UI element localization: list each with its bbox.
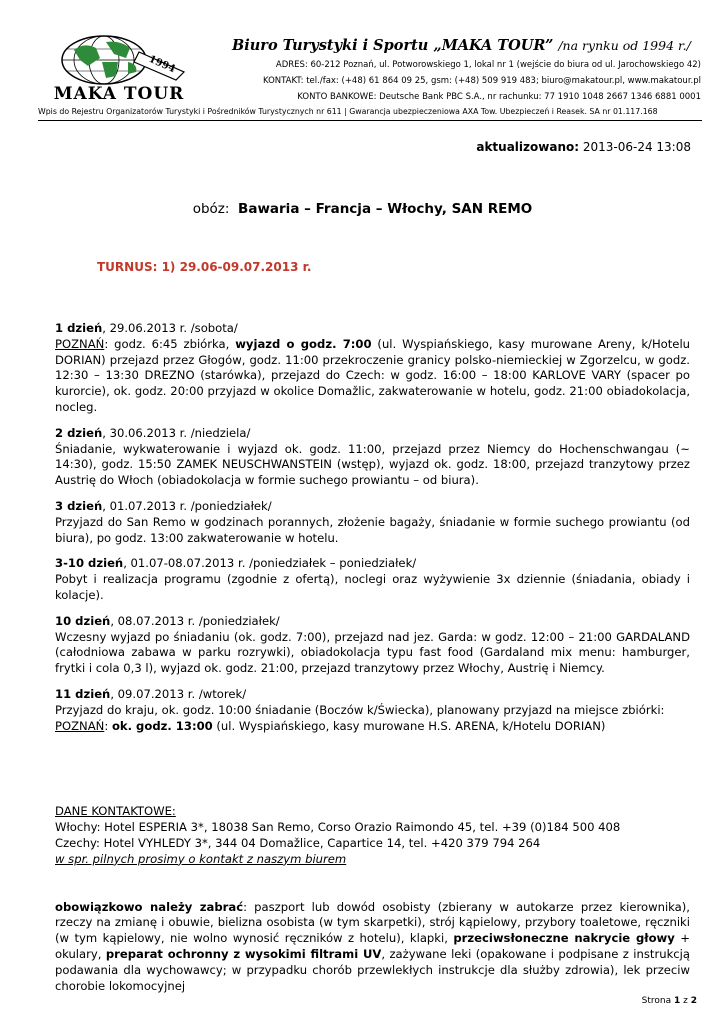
header-divider xyxy=(38,120,702,121)
mandatory-highlight: przeciwsłoneczne nakrycie głowy xyxy=(453,931,675,946)
updated-value: 2013-06-24 13:08 xyxy=(582,140,691,154)
company-bank-account: KONTO BANKOWE: Deutsche Bank PBC S.A., nr rachunku: 77 1910 1048 2667 1346 6881 0001 xyxy=(297,92,701,102)
departure-time: wyjazd o godz. 7:00 xyxy=(235,336,372,351)
page-label: Strona xyxy=(641,996,675,1006)
day-title: 3 dzień xyxy=(55,498,103,513)
contact-czech-hotel: Czechy: Hotel VYHLEDY 3*, 344 04 Domažlice, Capartice 14, tel. +420 379 794 264 xyxy=(55,835,541,850)
day-text: (ul. Wyspiańskiego, kasy murowane Areny, k/Hotelu DORIAN) przejazd przez Głogów, godz. 11:00 przekroczenie granicy polsko-niemieckiej w Zgorzelcu, w godz. 12:30 – 13:30 DREZNO (starówka), przejazd do Czech: w godz. 16:00 – 18:00 KARLOVE VARY (spacer po kurorcie), ok. godz. 20:00 przyjazd w okolice Domažlic, zakwaterowanie w hotelu, godz. 21:00 obiadokolacja, nocleg. xyxy=(55,336,691,414)
urgent-contact-note: w spr. pilnych prosimy o kontakt z naszym biurem xyxy=(55,851,347,866)
day-title: 1 dzień xyxy=(55,321,103,335)
company-name-text: Biuro Turystyki i Sportu „MAKA TOUR” xyxy=(232,37,554,54)
updated-label: aktualizowano: xyxy=(476,140,580,154)
updated-timestamp xyxy=(476,140,691,154)
day-1 xyxy=(55,321,690,416)
current-page: 1 xyxy=(674,996,681,1006)
logo-wordmark: MAKA TOUR xyxy=(53,84,185,104)
day-title: 10 dzień xyxy=(55,613,111,628)
mandatory-text: + okulary, xyxy=(55,931,691,961)
arrival-time: ok. godz. 13:00 xyxy=(111,718,213,733)
day-text: Wczesny wyjazd po śniadaniu (ok. godz. 7:00), przejazd nad jez. Garda: w godz. 12:00 – 21:00 GARDALAND (całodniowa zabawa w parku rozrywki), obiadokolacja typu fast food (Gardaland mix menu: hamburger, frytki i cola 0,3 l), wyjazd ok. godz. 21:00, przejazd tranzytowy przez Włochy, Austrię i Niemcy. xyxy=(55,629,690,676)
day-date: , 29.06.2013 r. /sobota/ xyxy=(102,321,238,335)
contact-details xyxy=(55,804,690,867)
mandatory-text: , zażywane leki (opakowane i podpisane z instrukcją podawania dla wychowawcy; w przypadku chorób przewlekłych instrukcje dla służby zdrowia), lek przeciw chorobie lokomocyjnej xyxy=(55,946,690,993)
departure-city: POZNAŃ xyxy=(55,336,105,351)
program-content xyxy=(55,321,690,1004)
day-10 xyxy=(55,614,690,677)
company-name xyxy=(232,37,712,54)
day-title: 11 dzień xyxy=(55,686,111,701)
day-title: 2 dzień xyxy=(55,425,103,440)
logo-year: 1994 xyxy=(146,53,177,76)
registry-info: Wpis do Rejestru Organizatorów Turystyki i Pośredników Turystycznych nr 611 | Gwarancja ubezpieczeniowa AXA Tow. Ubezpieczeń i Reasek. SA nr 01.117.168 xyxy=(38,107,658,116)
day-date: , 01.07-08.07.2013 r. /poniedziałek – poniedziałek/ xyxy=(123,556,417,571)
day-date: , 08.07.2013 r. /poniedziałek/ xyxy=(110,613,280,628)
day-text: Pobyt i realizacja programu (zgodnie z ofertą), noclegi oraz wyżywienie 3x dziennie (śniadania, obiady i kolacje). xyxy=(55,572,690,602)
day-text: Przyjazd do kraju, ok. godz. 10:00 śniadanie (Boczów k/Świecka), planowany przyjazd na miejsce zbiórki: xyxy=(55,702,665,717)
day-date: , 30.06.2013 r. /niedziela/ xyxy=(102,425,251,440)
day-3-10 xyxy=(55,556,690,603)
page-number xyxy=(642,996,697,1006)
company-since: /na rynku od 1994 r./ xyxy=(558,38,691,53)
mandatory-highlight: preparat ochronny z wysokimi filtrami UV xyxy=(105,946,382,961)
day-title: 3-10 dzień xyxy=(55,556,124,571)
day-text: : xyxy=(104,718,112,733)
camp-prefix: obóz: xyxy=(192,201,230,217)
camp-title xyxy=(0,201,725,217)
mandatory-title: obowiązkowo należy zabrać xyxy=(55,899,244,914)
page-sep: z xyxy=(680,996,691,1006)
contacts-title: DANE KONTAKTOWE: xyxy=(55,804,176,819)
company-contact: KONTAKT: tel./fax: (+48) 61 864 09 25, gsm: (+48) 509 919 483; biuro@makatour.pl, www.makatour.pl xyxy=(262,76,701,86)
camp-name: Bawaria – Francja – Włochy, SAN REMO xyxy=(238,201,533,217)
day-11 xyxy=(55,687,690,734)
total-pages: 2 xyxy=(690,996,697,1006)
day-date: , 09.07.2013 r. /wtorek/ xyxy=(110,686,247,701)
contact-italy-hotel: Włochy: Hotel ESPERIA 3*, 18038 San Remo, Corso Orazio Raimondo 45, tel. +39 (0)184 500 408 xyxy=(55,820,621,835)
day-text: (ul. Wyspiańskiego, kasy murowane H.S. ARENA, k/Hotelu DORIAN) xyxy=(212,718,606,733)
mandatory-text: : paszport lub dowód osobisty (zbierany w autokarze przez kierownika), rzeczy na zmianę i obuwie, bielizna osobista (w tym skarpetki), strój kąpielowy, przybory toaletowe, ręczniki (w tym kąpielowy, nie wolno wynosić ręczników z hotelu), klapki, xyxy=(55,899,690,946)
day-text: Przyjazd do San Remo w godzinach porannych, złożenie bagaży, śniadanie w formie suchego prowiantu (od biura), po godz. 13:00 zakwaterowanie w hotelu. xyxy=(55,514,690,545)
day-date: , 01.07.2013 r. /poniedziałek/ xyxy=(102,498,272,513)
turnus-dates: TURNUS: 1) 29.06-09.07.2013 r. xyxy=(97,260,312,274)
day-3 xyxy=(55,499,690,546)
arrival-city: POZNAŃ xyxy=(55,718,105,733)
mandatory-items xyxy=(55,900,690,995)
day-text: Śniadanie, wykwaterowanie i wyjazd ok. godz. 11:00, przejazd przez Niemcy do Hochenschwangau (~ 14:30), godz. 15:50 ZAMEK NEUSCHWANSTEIN (wstęp), wyjazd ok. godz. 18:00, przejazd tranzytowy przez Austrię do Włoch (obiadokolacja w formie suchego prowiantu – od biura). xyxy=(55,441,690,488)
company-address: ADRES: 60-212 Poznań, ul. Potworowskiego 1, lokal nr 1 (wejście do biura od ul. Jarochowskiego 42) xyxy=(275,60,701,70)
day-2 xyxy=(55,426,690,489)
day-text: : godz. 6:45 zbiórka, xyxy=(104,336,236,351)
